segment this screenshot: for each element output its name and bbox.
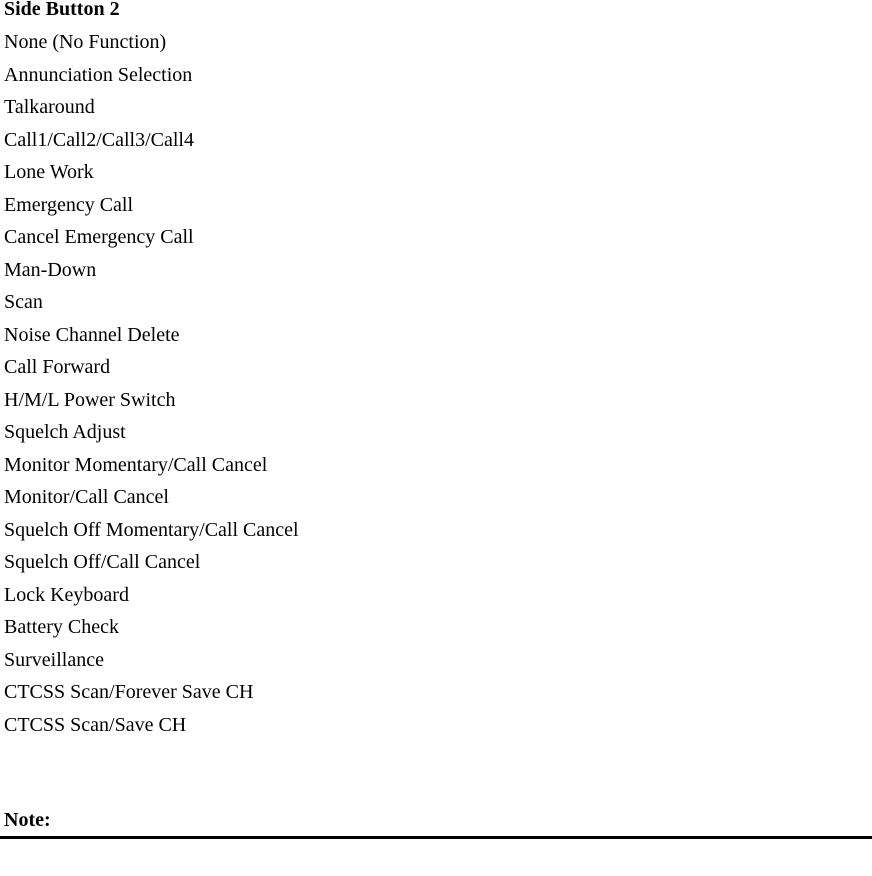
list-item: Squelch Adjust bbox=[4, 421, 126, 443]
list-item: Call1/Call2/Call3/Call4 bbox=[4, 128, 194, 151]
note-label: Note: bbox=[4, 809, 51, 831]
list-item: Noise Channel Delete bbox=[4, 323, 180, 346]
list-item: Man-Down bbox=[4, 258, 97, 281]
list-item: Talkaround bbox=[4, 96, 95, 118]
list-item: Battery Check bbox=[4, 616, 119, 638]
list-item: Squelch Off/Call Cancel bbox=[4, 551, 201, 573]
list-item: H/M/L Power Switch bbox=[4, 388, 176, 411]
list-item: Cancel Emergency Call bbox=[4, 226, 194, 248]
list-item: Surveillance bbox=[4, 648, 104, 671]
list-item: Lock Keyboard bbox=[4, 583, 129, 606]
horizontal-divider bbox=[0, 836, 872, 839]
list-item: Monitor Momentary/Call Cancel bbox=[4, 453, 268, 476]
list-item: Squelch Off Momentary/Call Cancel bbox=[4, 518, 299, 541]
list-item: Call Forward bbox=[4, 356, 111, 378]
list-item: Annunciation Selection bbox=[4, 63, 193, 86]
list-item: CTCSS Scan/Save CH bbox=[4, 713, 187, 736]
list-item: Monitor/Call Cancel bbox=[4, 486, 169, 508]
section-heading: Side Button 2 bbox=[4, 0, 120, 20]
list-item: Scan bbox=[4, 291, 43, 313]
list-item: Lone Work bbox=[4, 161, 94, 183]
list-item: Emergency Call bbox=[4, 193, 134, 216]
list-item: CTCSS Scan/Forever Save CH bbox=[4, 681, 254, 703]
option-list bbox=[4, 26, 299, 741]
list-item: None (No Function) bbox=[4, 31, 167, 53]
